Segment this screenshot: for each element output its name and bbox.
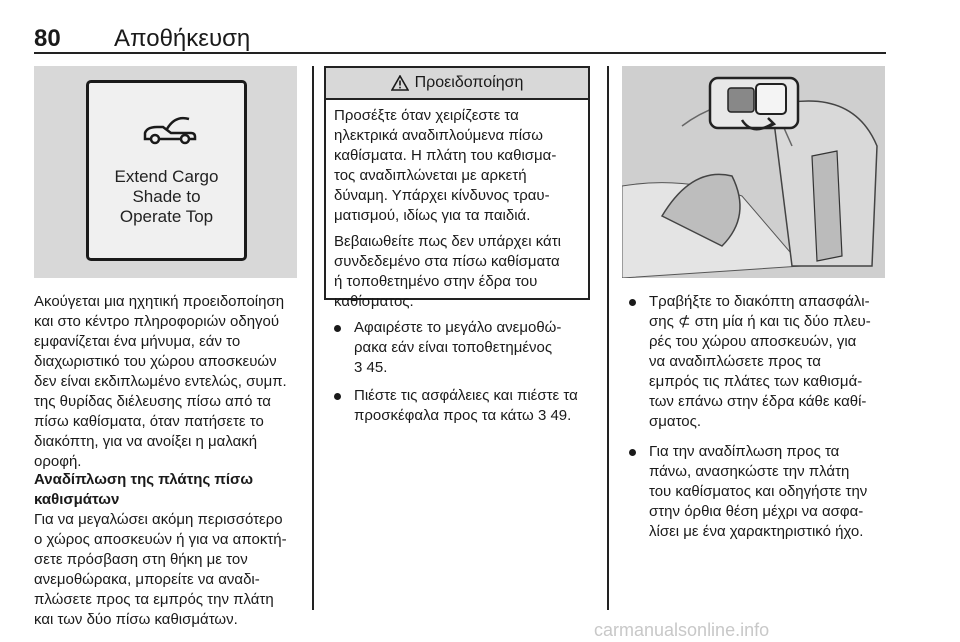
steps-list-right xyxy=(629,292,891,550)
display-message: Extend Cargo Shade to Operate Top xyxy=(114,167,219,226)
bullet-text: Τραβήξτε το διακόπτη απασφάλι- σης xyxy=(649,293,870,330)
warning-triangle-icon xyxy=(391,75,409,91)
bullet-dot xyxy=(334,393,341,400)
column-divider-left xyxy=(312,66,314,610)
convertible-car-icon xyxy=(141,113,197,145)
page-ref-icon[interactable]: 3 xyxy=(354,359,363,376)
page-ref-icon[interactable]: 3 xyxy=(537,407,547,424)
column-divider-right xyxy=(607,66,609,610)
bullet-text-continued: στη μία ή και τις δύο πλευ- ρές του χώρου αποσκευών, για να αναδιπλώσετε προς τα εμπρός τις πλάτες των καθισμά- των επάνω στην έδρα κάθε καθί- σματος. xyxy=(649,313,871,430)
warning-header xyxy=(326,68,588,100)
bullet-dot xyxy=(629,299,636,306)
fold-paragraph: Για να μεγαλώσει ακόμη περισσότερο ο χώρος αποσκευών ή για να αποκτή- σετε πρόσβαση στη θήκη με τον ανεμοθώρακα, μπορείτε να αναδι- πλώσετε προς τα εμπρός την πλάτη και των δύο πίσω καθισμάτων. xyxy=(34,511,287,628)
display-message-figure xyxy=(34,66,297,278)
bullet-dot xyxy=(334,325,341,332)
bullet-text: Αφαιρέστε το μεγάλο ανεμοθώ- ρακα εάν είναι τοποθετημένος xyxy=(354,319,562,356)
warning-paragraph-2: Βεβαιωθείτε πως δεν υπάρχει κάτι συνδεδεμένο στα πίσω καθίσματα ή τοποθετημένο στην έδρα του καθίσματος. xyxy=(334,233,561,310)
warning-paragraph-1: Προσέξτε όταν χειρίζεστε τα ηλεκτρικά αναδιπλούμενα πίσω καθίσματα. Η πλάτη του καθισμα- τος αναδιπλώνεται με αρκετή δύναμη. Υπάρχει κίνδυνος τραυ- ματισμού, ιδίως για τα παιδιά. xyxy=(334,107,557,224)
list-item xyxy=(629,292,891,432)
info-display xyxy=(86,80,247,261)
cargo-release-figure xyxy=(622,66,885,278)
warning-body xyxy=(334,106,586,318)
page-title: Αποθήκευση xyxy=(114,25,251,52)
page-header xyxy=(0,0,960,52)
list-item xyxy=(334,386,604,426)
page-ref[interactable]: 45. xyxy=(362,359,388,376)
steps-list-middle xyxy=(334,318,604,434)
release-switch-icon: ⊄ xyxy=(678,313,691,330)
warning-title: Προειδοποίηση xyxy=(414,74,524,91)
page-number: 80 xyxy=(34,25,61,52)
warning-box xyxy=(324,66,590,310)
bullet-dot xyxy=(629,449,636,456)
bullet-text: Για την αναδίπλωση προς τα πάνω, ανασηκώστε την πλάτη του καθίσματος και οδηγήστε την στην όρθια θέση μέχρι να ασφα- λίσει με ένα χαρακτηριστικό ήχο. xyxy=(649,443,868,540)
page-ref[interactable]: 49. xyxy=(546,407,572,424)
section-subheading: Αναδίπλωση της πλάτης πίσω καθισμάτων xyxy=(34,471,253,508)
intro-paragraph: Ακούγεται μια ηχητική προειδοποίηση και στο κέντρο πληροφοριών οδηγού εμφανίζεται ένα μήνυμα, εάν το διαχωριστικό του χώρου αποσκευών δεν είναι εκδιπλωμένο εντελώς, συμπ. της θυρίδας διέλευσης πίσω από τα πίσω καθίσματα, όταν πατήσετε το διακόπτη, για να ανοίξει η μαλακή οροφή. xyxy=(34,293,287,470)
list-item xyxy=(629,442,891,542)
header-rule xyxy=(34,52,886,54)
bullet-text: Πιέστε τις ασφάλειες και πιέστε τα προσκέφαλα προς τα κάτω xyxy=(354,387,578,424)
cargo-area-illustration xyxy=(622,66,885,278)
list-item xyxy=(334,318,604,378)
watermark: carmanualsonline.info xyxy=(594,620,770,640)
